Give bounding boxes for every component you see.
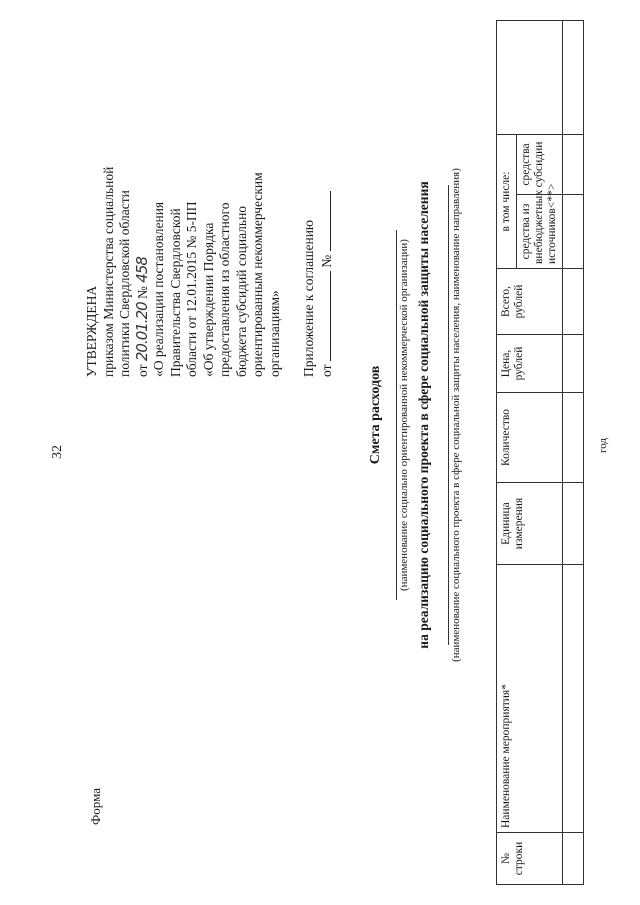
agreement-number-prefix: №: [318, 254, 334, 268]
document-title: Смета расходов: [368, 365, 383, 465]
col-header-extrabudget: средства из внебюджетных источников<**>: [517, 195, 563, 269]
agreement-number-blank: [318, 192, 331, 252]
approval-line: УТВЕРЖДЕНА: [84, 285, 99, 377]
project-title: на реализацию социального проекта в сфере социальной защиты населения: [416, 181, 431, 649]
table-cell: [563, 393, 584, 483]
col-header-activity: Наименование мероприятия*: [497, 565, 563, 833]
resolution-line: «О реализации постановления: [151, 201, 166, 377]
agreement-line: Приложение к соглашению: [301, 219, 316, 377]
table-cell: [563, 483, 584, 565]
handwritten-date: 20.01.20: [132, 302, 151, 362]
col-header-row-number: № строки: [497, 833, 563, 885]
resolution-line: «Об утверждении Порядка: [200, 222, 216, 377]
org-caption: (наименование социально ориентированной некоммерческой организации): [398, 239, 410, 591]
table-cell: [563, 565, 584, 833]
resolution-line: ориентированным некоммерческим: [250, 172, 265, 377]
approval-line: приказом Министерства социальной: [100, 166, 116, 377]
table-row: [563, 20, 584, 884]
org-name-blank: [396, 230, 397, 600]
col-header-subsidy: средства субсидии: [517, 134, 563, 194]
agreement-block: [301, 27, 335, 377]
title-block: [368, 55, 462, 775]
page-number: 32: [50, 445, 65, 459]
col-header-price: Цена, рублей: [497, 335, 563, 393]
approval-date-line: [134, 27, 152, 377]
handwritten-number: 458: [132, 257, 151, 283]
approval-block: [84, 27, 335, 377]
col-header-including: в том числе:: [497, 134, 517, 268]
resolution-line: предоставления из областного: [217, 202, 232, 377]
table-cell: [563, 833, 584, 885]
col-header-unit: Единица измерения: [497, 483, 563, 565]
year-label: год: [597, 437, 609, 453]
direction-caption: (наименование социального проекта в сфере социальной защиты населения, наименование направления): [450, 168, 462, 662]
resolution-line: бюджета субсидий социально: [233, 205, 249, 377]
agreement-date-blank: [318, 271, 331, 361]
table-cell: [563, 269, 584, 335]
approval-line: политики Свердловской области: [117, 190, 132, 377]
direction-blank: [448, 185, 449, 645]
form-label: Форма: [88, 788, 103, 825]
col-header-total: Всего, рублей: [497, 269, 563, 335]
table-cell: [563, 195, 584, 269]
agreement-from: от: [318, 364, 334, 377]
date-prefix: от: [134, 364, 150, 377]
resolution-line: области от 12.01.2015 № 5-ПП: [184, 201, 199, 377]
table-cell: [563, 20, 584, 134]
resolution-line: организациям»: [266, 290, 282, 377]
table-cell: [563, 134, 584, 194]
agreement-date-line: [318, 27, 336, 377]
budget-table: [496, 20, 584, 885]
col-header-quantity: Количество: [497, 393, 563, 483]
resolution-line: Правительства Свердловской: [167, 208, 183, 377]
col-header-spare: [497, 20, 563, 134]
number-prefix: №: [134, 286, 150, 299]
table-cell: [563, 335, 584, 393]
